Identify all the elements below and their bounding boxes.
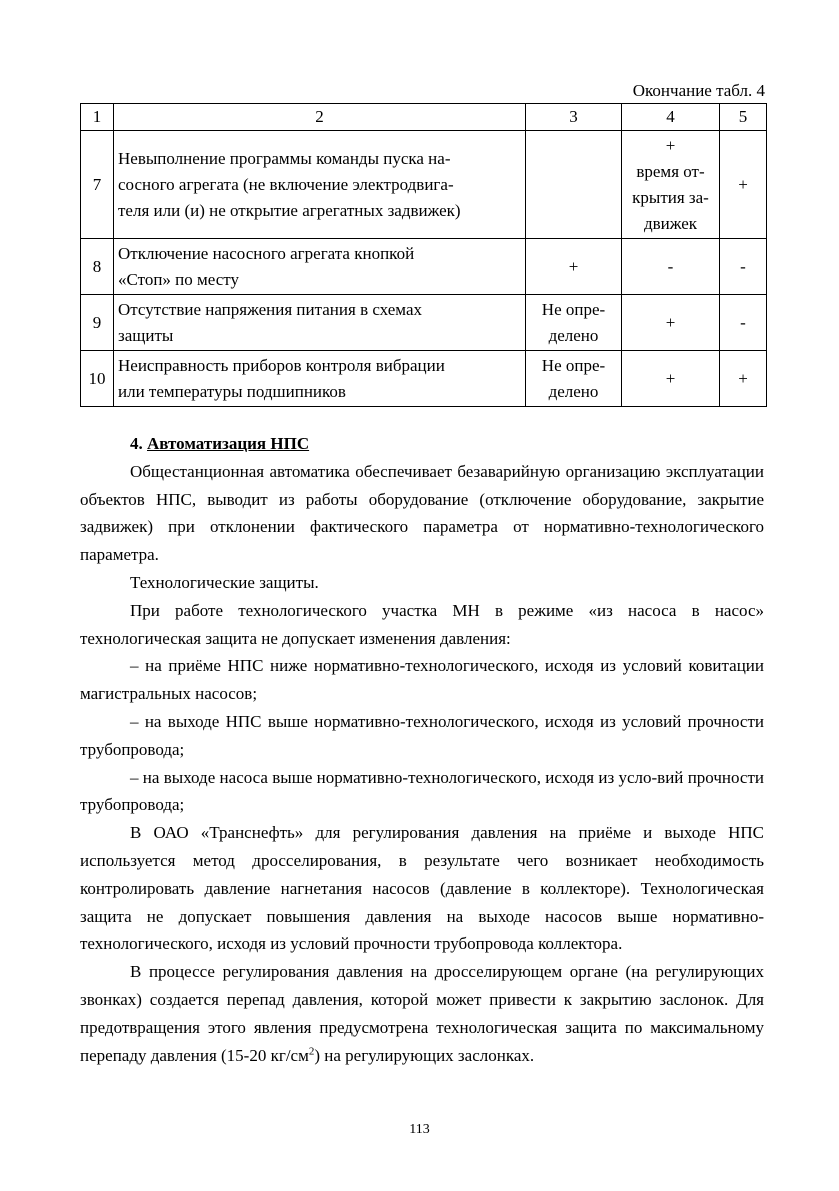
- description-line: Неисправность приборов контроля вибрации: [118, 355, 445, 375]
- col4-value: -: [622, 239, 720, 295]
- col4-value: +: [622, 351, 720, 407]
- col5-value: +: [720, 351, 767, 407]
- col4-value: +: [622, 295, 720, 351]
- row-number: 8: [81, 239, 114, 295]
- paragraph: В ОАО «Транснефть» для регулирования давления на приёме и выходе НПС используется метод дросселирования, в результате чего возникает необходимость контролировать давление нагнетания насосов (давление в коллекторе). Технологическая защита не допускает повышения давления на выходе насосов выше нормативно-технологического, исходя из условий прочности трубопровода коллектора.: [80, 823, 764, 954]
- paragraph-text: ) на регулирующих заслонках.: [314, 1045, 535, 1065]
- description-line: Невыполнение программы команды пуска на-: [118, 148, 451, 168]
- col5-value: -: [720, 295, 767, 351]
- col3-value: [526, 351, 622, 407]
- paragraph: Общестанционная автоматика обеспечивает безаварийную организацию эксплуатации объектов НПС, выводит из работы оборудование (отключение оборудование, закрытие задвижек) при отклонении фактического параметра от нормативно-технологического параметра.: [80, 461, 764, 565]
- table-caption: Окончание табл. 4: [632, 81, 765, 100]
- row-description: [114, 295, 526, 351]
- page-number: 113: [409, 1122, 430, 1137]
- row-description: [114, 131, 526, 239]
- value-line: движек: [643, 213, 698, 233]
- value-line: делено: [548, 325, 599, 345]
- protection-table: [80, 103, 767, 407]
- list-item: – на выходе НПС выше нормативно-технологического, исходя из условий прочности трубопровода;: [80, 711, 764, 759]
- section-title: Автоматизация НПС: [147, 434, 310, 453]
- description-line: защиты: [118, 325, 174, 345]
- paragraph-text: В процессе регулирования давления на дросселирующем органе (на регулирующих звонках) создается перепад давления, которой может привести к закрытию заслонок. Для предотвращения этого явления предусмотрена технологическая защита по максимальному перепаду давления (15-20 кг/см: [80, 962, 764, 1065]
- description-line: сосного агрегата (не включение электродвига-: [118, 174, 454, 194]
- col5-value: +: [720, 131, 767, 239]
- header-cell: 5: [720, 104, 767, 131]
- row-number: 10: [81, 351, 114, 407]
- col3-value: [526, 131, 622, 239]
- table-row: [81, 131, 767, 239]
- value-line: время от-: [636, 161, 705, 181]
- list-item: – на приёме НПС ниже нормативно-технологического, исходя из условий ковитации магистральных насосов;: [80, 656, 764, 704]
- value-line: делено: [548, 381, 599, 401]
- description-line: Отсутствие напряжения питания в схемах: [118, 299, 422, 319]
- col4-value: [622, 131, 720, 239]
- paragraph: При работе технологического участка МН в режиме «из насоса в насос» технологическая защита не допускает изменения давления:: [80, 600, 764, 648]
- description-line: теля или (и) не открытие агрегатных задвижек): [118, 200, 461, 220]
- header-cell: 4: [622, 104, 720, 131]
- row-description: [114, 239, 526, 295]
- value-line: крытия за-: [632, 187, 709, 207]
- value-line: Не опре-: [541, 355, 606, 375]
- description-line: «Стоп» по месту: [118, 269, 239, 289]
- row-number: 7: [81, 131, 114, 239]
- table-row: [81, 239, 767, 295]
- main-text: [80, 430, 764, 1069]
- paragraph: [80, 958, 764, 1069]
- header-cell: 1: [81, 104, 114, 131]
- description-line: или температуры подшипников: [118, 381, 346, 401]
- section-heading: [80, 430, 764, 458]
- table-row: [81, 351, 767, 407]
- section-number: 4.: [130, 434, 143, 453]
- superscript: 2: [308, 1044, 315, 1057]
- paragraph: Технологические защиты.: [130, 572, 319, 592]
- value-line: +: [665, 135, 676, 155]
- col3-value: +: [526, 239, 622, 295]
- value-line: Не опре-: [541, 299, 606, 319]
- row-description: [114, 351, 526, 407]
- table-row: [81, 295, 767, 351]
- col3-value: [526, 295, 622, 351]
- list-item: – на выходе насоса выше нормативно-технологического, исходя из усло-вий прочности трубопровода;: [80, 767, 764, 815]
- row-number: 9: [81, 295, 114, 351]
- description-line: Отключение насосного агрегата кнопкой: [118, 243, 415, 263]
- col5-value: -: [720, 239, 767, 295]
- table-header-row: [81, 104, 767, 131]
- header-cell: 2: [114, 104, 526, 131]
- header-cell: 3: [526, 104, 622, 131]
